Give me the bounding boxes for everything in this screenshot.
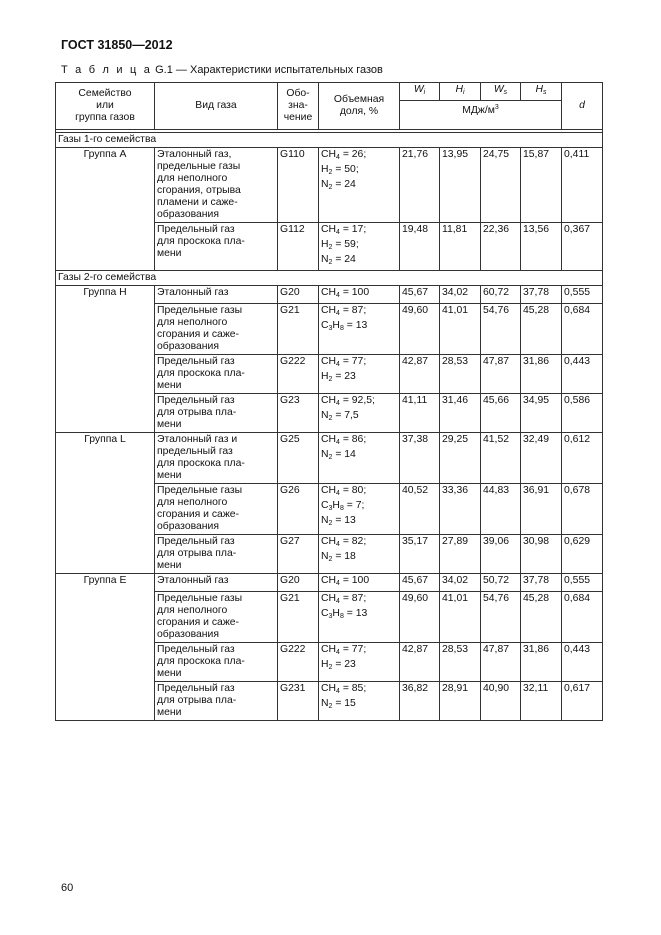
table-row	[56, 433, 603, 484]
d-cell: 0,555	[562, 286, 603, 304]
d-cell: 0,443	[562, 643, 603, 682]
ws-cell: 39,06	[481, 535, 521, 574]
d-cell: 0,617	[562, 682, 603, 721]
composition-cell: $CH_4 = 92,5$; $N_2 = 7,5$	[319, 394, 400, 433]
wi-cell: 19,48	[400, 223, 440, 271]
hs-cell: 15,87	[521, 148, 562, 223]
group-l-label: Группа L	[56, 433, 155, 574]
wi-cell: 45,67	[400, 286, 440, 304]
gas-type-cell: Предельные газы для неполного сгорания и саже- образования	[155, 592, 278, 643]
hs-cell: 36,91	[521, 484, 562, 535]
hs-cell: 37,78	[521, 574, 562, 592]
gas-type-cell: Предельный газ для отрыва пла- мени	[155, 394, 278, 433]
designation-cell: G26	[278, 484, 319, 535]
group-h-label: Группа Н	[56, 286, 155, 433]
designation-cell: G27	[278, 535, 319, 574]
table-row	[56, 286, 603, 304]
hi-cell: 31,46	[440, 394, 481, 433]
ws-cell: 22,36	[481, 223, 521, 271]
composition-cell: $CH_4 = 86$; $N_2 = 14$	[319, 433, 400, 484]
group-e-label: Группа Е	[56, 574, 155, 721]
designation-cell: G23	[278, 394, 319, 433]
hs-cell: 13,56	[521, 223, 562, 271]
table-row	[56, 148, 603, 223]
hi-cell: 11,81	[440, 223, 481, 271]
caption-title: — Характеристики испытательных газов	[175, 64, 383, 76]
family-row-2: Газы 2-го семейства	[56, 271, 603, 286]
hi-cell: 34,02	[440, 574, 481, 592]
header-designation	[278, 83, 319, 130]
group-a-label: Группа А	[56, 148, 155, 271]
ws-cell: 47,87	[481, 355, 521, 394]
wi-cell: 42,87	[400, 355, 440, 394]
wi-cell: 42,87	[400, 643, 440, 682]
d-cell: 0,555	[562, 574, 603, 592]
document-header: ГОСТ 31850—2012	[61, 38, 173, 52]
header-designation-line: Обо-	[286, 88, 310, 99]
hs-cell: 31,86	[521, 643, 562, 682]
d-cell: 0,612	[562, 433, 603, 484]
d-cell: 0,443	[562, 355, 603, 394]
ws-cell: 24,75	[481, 148, 521, 223]
gas-type-cell: Эталонный газ, предельные газы для неполного сгорания, отрыва пламени и саже- образования	[155, 148, 278, 223]
header-family-line: группа газов	[75, 112, 135, 123]
composition-cell: $CH_4 = 87$; $C_3H_8 = 13$	[319, 304, 400, 355]
ws-cell: 50,72	[481, 574, 521, 592]
hi-cell: 33,36	[440, 484, 481, 535]
wi-cell: 35,17	[400, 535, 440, 574]
composition-cell: $CH_4 = 85$; $N_2 = 15$	[319, 682, 400, 721]
wi-cell: 45,67	[400, 574, 440, 592]
composition-cell: $CH_4 = 77$; $H_2 = 23$	[319, 355, 400, 394]
table-row	[56, 574, 603, 592]
composition-cell: $CH_4 = 77$; $H_2 = 23$	[319, 643, 400, 682]
hs-cell: 30,98	[521, 535, 562, 574]
hs-cell: 32,11	[521, 682, 562, 721]
gas-type-cell: Предельный газ для проскока пла- мени	[155, 223, 278, 271]
ws-cell: 41,52	[481, 433, 521, 484]
designation-cell: G20	[278, 286, 319, 304]
header-unit: МДж/$м^3$	[400, 101, 562, 130]
header-wi: $W_i$	[400, 83, 440, 101]
hi-cell: 28,53	[440, 643, 481, 682]
d-cell: 0,411	[562, 148, 603, 223]
table-header-row	[56, 83, 603, 101]
header-volume-line: Объемная	[333, 94, 385, 105]
header-hs: $H_s$	[521, 83, 562, 101]
ws-cell: 54,76	[481, 592, 521, 643]
hi-cell: 34,02	[440, 286, 481, 304]
wi-cell: 40,52	[400, 484, 440, 535]
hi-cell: 41,01	[440, 304, 481, 355]
header-family	[56, 83, 155, 130]
designation-cell: G25	[278, 433, 319, 484]
designation-cell: G20	[278, 574, 319, 592]
hi-cell: 41,01	[440, 592, 481, 643]
hs-cell: 31,86	[521, 355, 562, 394]
composition-cell: $CH_4 = 80$; $C_3H_8 = 7$; $N_2 = 13$	[319, 484, 400, 535]
gas-type-cell: Предельные газы для неполного сгорания и саже- образования	[155, 484, 278, 535]
ws-cell: 60,72	[481, 286, 521, 304]
header-hi: $H_i$	[440, 83, 481, 101]
designation-cell: G231	[278, 682, 319, 721]
ws-cell: 45,66	[481, 394, 521, 433]
hi-cell: 28,53	[440, 355, 481, 394]
gas-type-cell: Предельные газы для неполного сгорания и саже- образования	[155, 304, 278, 355]
caption-number: G.1	[155, 64, 173, 76]
composition-cell: $CH_4 = 17$; $H_2 = 59$; $N_2 = 24$	[319, 223, 400, 271]
wi-cell: 49,60	[400, 304, 440, 355]
ws-cell: 44,83	[481, 484, 521, 535]
hi-cell: 27,89	[440, 535, 481, 574]
d-cell: 0,367	[562, 223, 603, 271]
designation-cell: G222	[278, 643, 319, 682]
gas-type-cell: Предельный газ для проскока пла- мени	[155, 355, 278, 394]
composition-cell: $CH_4 = 26$; $H_2 = 50$; $N_2 = 24$	[319, 148, 400, 223]
hs-cell: 45,28	[521, 304, 562, 355]
header-ws: $W_s$	[481, 83, 521, 101]
header-designation-line: зна-	[288, 100, 308, 111]
hi-cell: 13,95	[440, 148, 481, 223]
d-cell: 0,684	[562, 304, 603, 355]
wi-cell: 41,11	[400, 394, 440, 433]
wi-cell: 49,60	[400, 592, 440, 643]
designation-cell: G112	[278, 223, 319, 271]
header-family-line: Семейство	[78, 88, 132, 99]
designation-cell: G222	[278, 355, 319, 394]
page-number: 60	[61, 882, 74, 894]
wi-cell: 36,82	[400, 682, 440, 721]
ws-cell: 54,76	[481, 304, 521, 355]
header-relative-density: d	[562, 83, 603, 130]
designation-cell: G21	[278, 592, 319, 643]
ws-cell: 47,87	[481, 643, 521, 682]
d-cell: 0,586	[562, 394, 603, 433]
d-cell: 0,678	[562, 484, 603, 535]
composition-cell: $CH_4 = 82$; $N_2 = 18$	[319, 535, 400, 574]
hi-cell: 28,91	[440, 682, 481, 721]
composition-cell: $CH_4 = 100$	[319, 574, 400, 592]
gas-type-cell: Эталонный газ	[155, 286, 278, 304]
gas-type-cell: Предельный газ для проскока пла- мени	[155, 643, 278, 682]
hs-cell: 32,49	[521, 433, 562, 484]
gas-type-cell: Предельный газ для отрыва пла- мени	[155, 535, 278, 574]
header-family-line: или	[96, 100, 114, 111]
hs-cell: 37,78	[521, 286, 562, 304]
gas-type-cell: Предельный газ для отрыва пла- мени	[155, 682, 278, 721]
gas-type-cell: Эталонный газ и предельный газ для проскока пла- мени	[155, 433, 278, 484]
composition-cell: $CH_4 = 87$; $C_3H_8 = 13$	[319, 592, 400, 643]
caption-label: Т а б л и ц а	[61, 64, 153, 76]
table-caption	[61, 64, 383, 76]
d-cell: 0,684	[562, 592, 603, 643]
designation-cell: G21	[278, 304, 319, 355]
gas-type-cell: Эталонный газ	[155, 574, 278, 592]
wi-cell: 21,76	[400, 148, 440, 223]
ws-cell: 40,90	[481, 682, 521, 721]
d-cell: 0,629	[562, 535, 603, 574]
hs-cell: 45,28	[521, 592, 562, 643]
gas-characteristics-table	[55, 82, 603, 721]
designation-cell: G110	[278, 148, 319, 223]
hs-cell: 34,95	[521, 394, 562, 433]
wi-cell: 37,38	[400, 433, 440, 484]
header-gas-type: Вид газа	[155, 83, 278, 130]
hi-cell: 29,25	[440, 433, 481, 484]
composition-cell: $CH_4 = 100$	[319, 286, 400, 304]
header-volume-fraction	[319, 83, 400, 130]
header-designation-line: чение	[283, 112, 313, 123]
header-volume-line: доля, %	[339, 106, 379, 117]
family-row-1: Газы 1-го семейства	[56, 133, 603, 148]
